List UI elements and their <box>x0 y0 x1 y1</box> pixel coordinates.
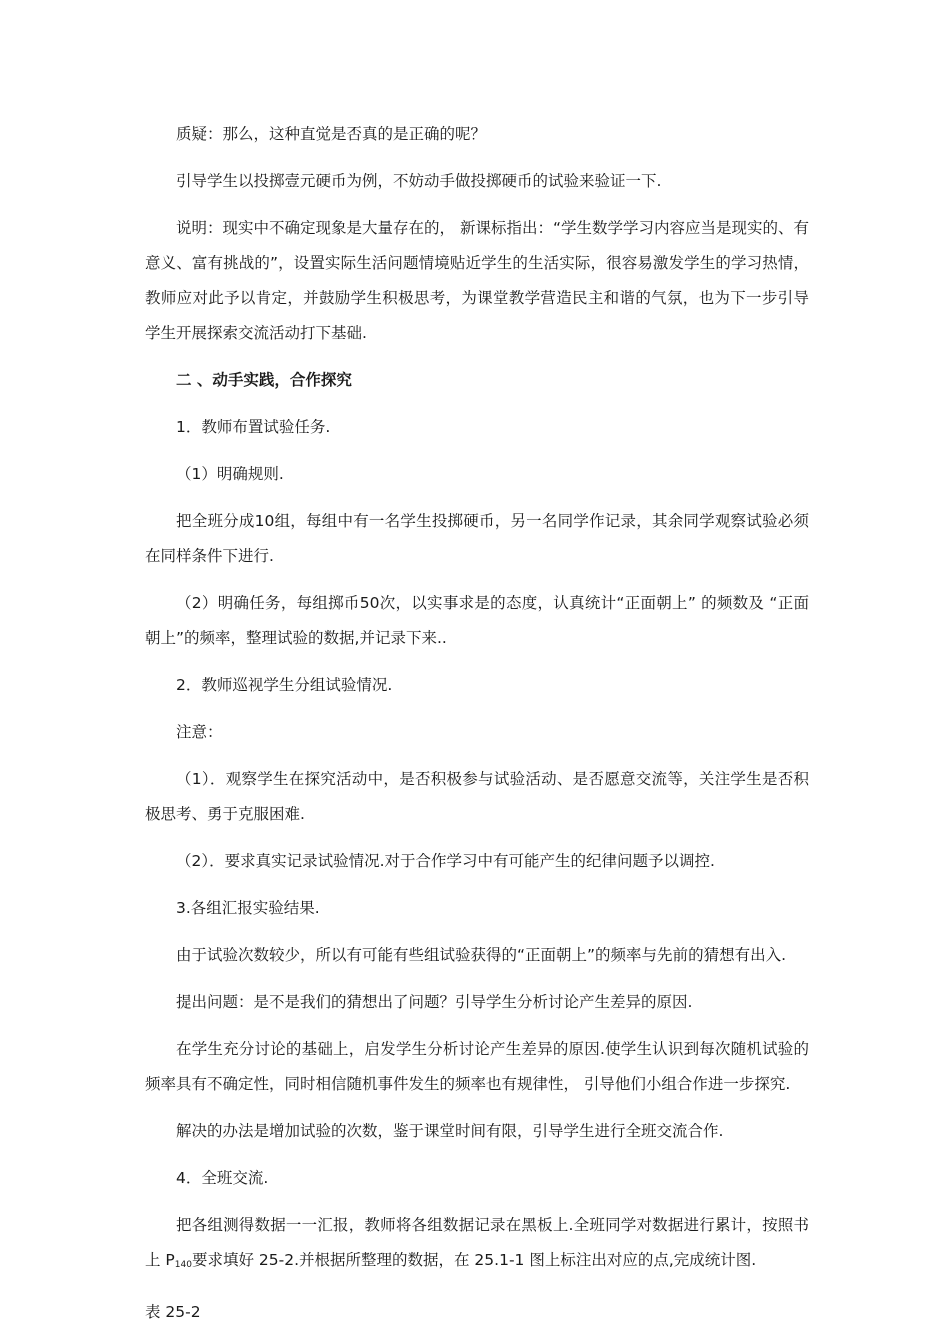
paragraph-step-3: 3.各组汇报实验结果. <box>176 899 320 917</box>
section-heading: 二 、动手实践，合作探究 <box>176 371 352 389</box>
paragraph-explanation: 说明：现实中不确定现象是大量存在的， 新课标指出：“学生数学学习内容应当是现实的、有意义、富有挑战的”，设置实际生活问题情境贴近学生的生活实际，很容易激发学生的学习热情，教师应对此予以肯定，并鼓励学生积极思考，为课堂教学营造民主和谐的气氛，也为下一步引导学生开展探索交流活动打下基础. <box>145 219 809 342</box>
paragraph-question: 质疑：那么，这种直觉是否真的是正确的呢？ <box>176 125 487 143</box>
paragraph-discussion: 在学生充分讨论的基础上，启发学生分析讨论产生差异的原因.使学生认识到每次随机试验的频率具有不确定性，同时相信随机事件发生的频率也有规律性， 引导他们小组合作进一步探究. <box>145 1040 809 1093</box>
paragraph-rule-1: （1）明确规则. <box>176 465 284 483</box>
paragraph-raise-question: 提出问题：是不是我们的猜想出了问题？引导学生分析讨论产生差异的原因. <box>176 993 693 1011</box>
paragraph-solution: 解决的办法是增加试验的次数，鉴于课堂时间有限，引导学生进行全班交流合作. <box>176 1122 724 1140</box>
paragraph-note-label: 注意： <box>176 723 223 741</box>
paragraph-note-1: （1）．观察学生在探究活动中，是否积极参与试验活动、是否愿意交流等，关注学生是否积极思考、勇于克服困难. <box>145 770 809 823</box>
page-subscript: 140 <box>174 1260 192 1270</box>
paragraph-guide-coin: 引导学生以投掷壹元硬币为例，不妨动手做投掷硬币的试验来验证一下. <box>176 172 662 190</box>
paragraph-groups: 把全班分成10组，每组中有一名学生投掷硬币，另一名同学作记录，其余同学观察试验必须在同样条件下进行. <box>145 512 809 565</box>
document-body <box>145 117 809 1330</box>
paragraph-task-2: （2）明确任务，每组掷币50次，以实事求是的态度，认真统计“正面朝上” 的频数及 “正面朝上”的频率，整理试验的数据,并记录下来.. <box>145 594 809 647</box>
report-text-before: 把各组测得数据一一汇报，教师将各组数据记录在黑板上.全班同学对数据进行累计，按照书上 P <box>145 1216 809 1269</box>
paragraph-note-2: （2）．要求真实记录试验情况.对于合作学习中有可能产生的纪律问题予以调控. <box>176 852 715 870</box>
table-caption: 表 25-2 <box>145 1303 201 1321</box>
paragraph-few-trials: 由于试验次数较少，所以有可能有些组试验获得的“正面朝上”的频率与先前的猜想有出入. <box>176 946 786 964</box>
paragraph-step-2: 2．教师巡视学生分组试验情况. <box>176 676 393 694</box>
paragraph-report <box>145 1208 809 1283</box>
paragraph-step-4: 4．全班交流. <box>176 1169 269 1187</box>
report-text-after: 要求填好 25-2.并根据所整理的数据，在 25.1-1 图上标注出对应的点,完成统计图. <box>191 1251 757 1269</box>
paragraph-step-1: 1．教师布置试验任务. <box>176 418 331 436</box>
